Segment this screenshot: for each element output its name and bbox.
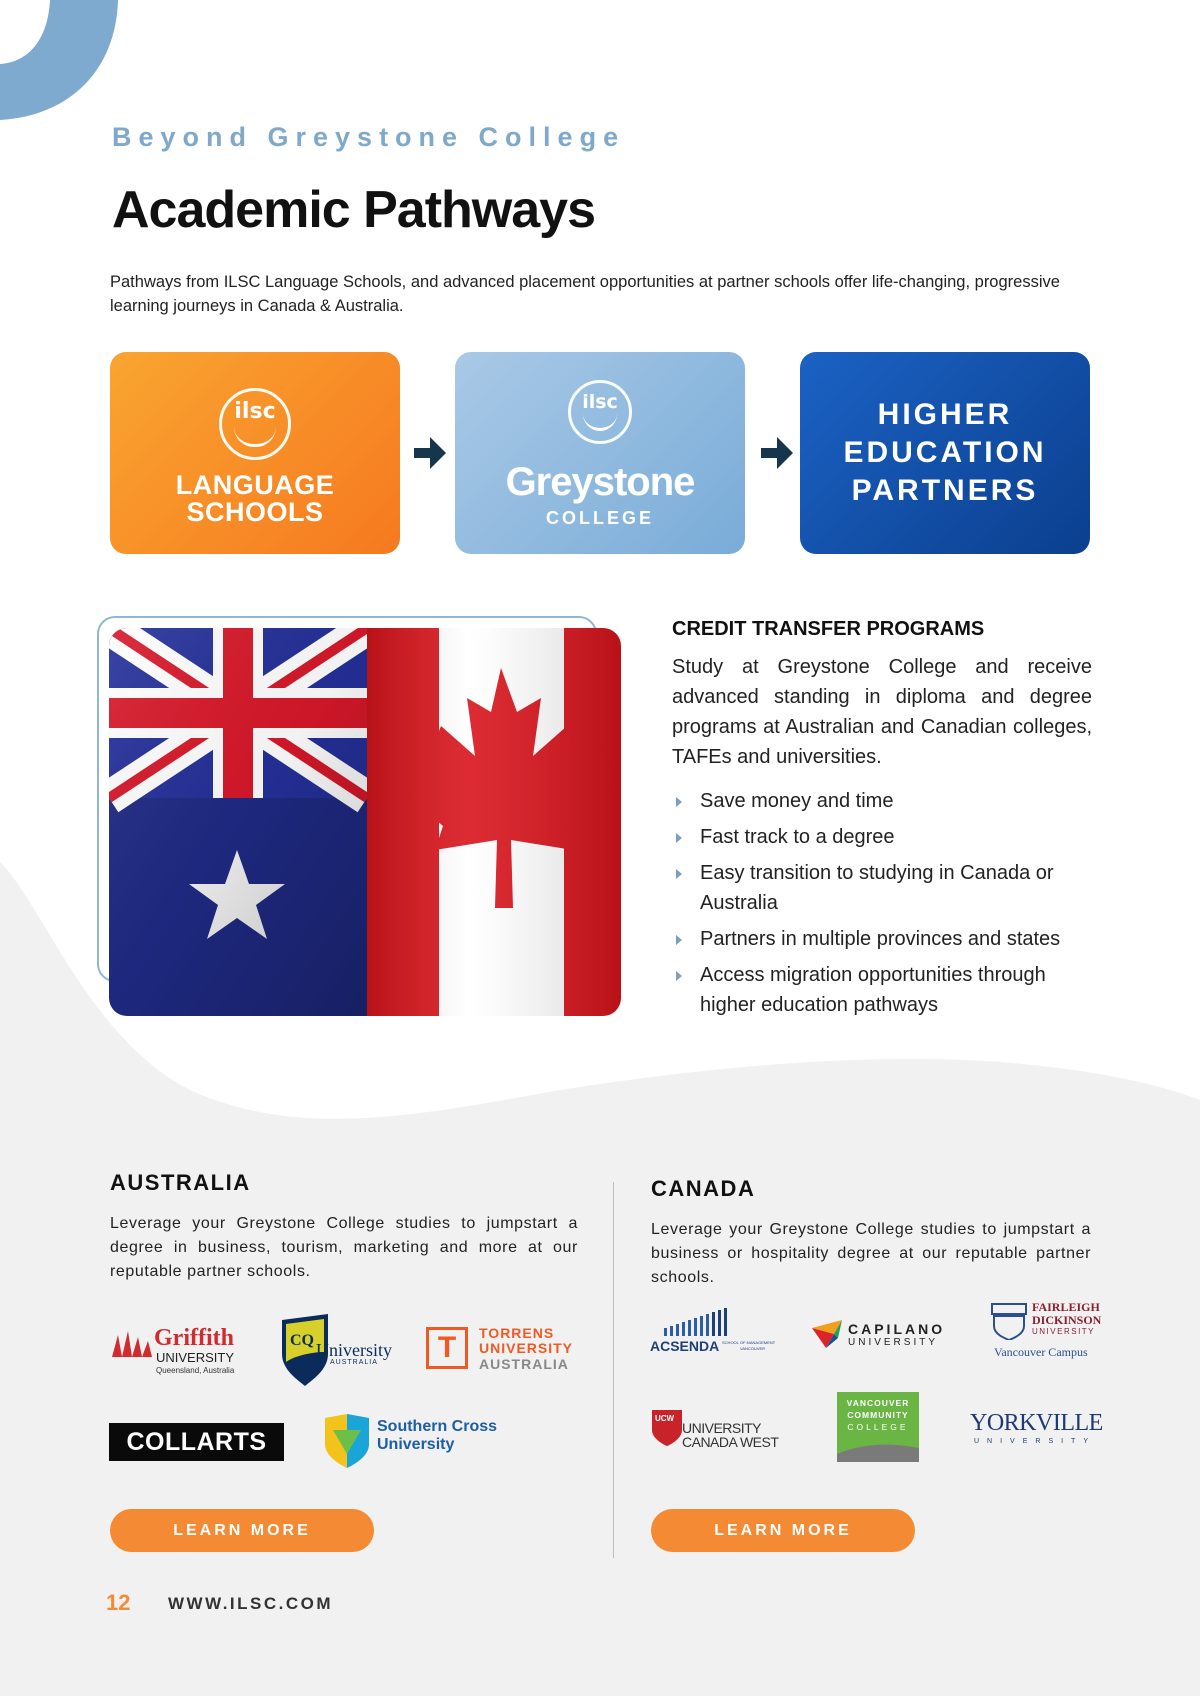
bullet-triangle-icon — [676, 935, 682, 945]
ilsc-logo-icon: ilsc — [568, 380, 632, 444]
bullet-triangle-icon — [676, 833, 682, 843]
credit-transfer-heading: CREDIT TRANSFER PROGRAMS — [672, 618, 985, 640]
list-item: Access migration opportunities through higher education pathways — [672, 960, 1102, 1020]
capilano-university-logo: CAPILANO UNIVERSITY — [812, 1318, 952, 1352]
arrow-right-icon — [410, 433, 450, 473]
southern-cross-university-logo: Southern Cross University — [325, 1414, 525, 1470]
list-item: Easy transition to studying in Canada or Australia — [672, 858, 1102, 918]
bullet-triangle-icon — [676, 797, 682, 807]
arrow-right-icon — [757, 433, 797, 473]
benefits-list — [672, 786, 1102, 1026]
list-item: Fast track to a degree — [672, 822, 1102, 852]
vancouver-community-college-logo: VANCOUVER COMMUNITY COLLEGE — [837, 1392, 919, 1462]
website-link[interactable]: WWW.ILSC.COM — [168, 1594, 334, 1613]
language-schools-label: LANGUAGE SCHOOLS — [175, 470, 335, 527]
collarts-logo: COLLARTS — [109, 1423, 284, 1461]
higher-education-label: HIGHER EDUCATION PARTNERS — [843, 398, 1047, 507]
column-divider — [613, 1182, 614, 1558]
credit-transfer-body: Study at Greystone College and receive advanced standing in diploma and degree programs at Australian and Canadian colleges, TAFEs and universities. — [672, 656, 1092, 768]
page-title: Academic Pathways — [112, 181, 596, 239]
list-item: Save money and time — [672, 786, 1102, 816]
bullet-triangle-icon — [676, 971, 682, 981]
capilano-bird-icon — [812, 1320, 842, 1348]
greystone-college-card — [455, 352, 745, 554]
cq-university-logo: CQ University AUSTRALIA — [282, 1314, 402, 1386]
acsenda-bars-icon — [664, 1308, 736, 1336]
australia-heading: AUSTRALIA — [110, 1170, 251, 1195]
eyebrow-text: Beyond Greystone College — [112, 122, 626, 152]
australia-learn-more-button[interactable]: LEARN MORE — [110, 1509, 374, 1552]
torrens-university-logo: T TORRENS UNIVERSITY AUSTRALIA — [426, 1325, 586, 1373]
college-label: COLLEGE — [545, 508, 654, 528]
canada-heading: CANADA — [651, 1176, 756, 1201]
greystone-label: Greystone — [505, 460, 695, 504]
fairleigh-dickinson-logo: FAIRLEIGH DICKINSON UNIVERSITY Vancouver Campus — [990, 1300, 1110, 1362]
acsenda-logo: ACSENDA SCHOOL OF MANAGEMENT VANCOUVER — [650, 1308, 786, 1358]
yorkville-university-logo: YORKVILLE UNIVERSITY — [970, 1410, 1103, 1445]
griffith-university-logo: Griffith UNIVERSITY Queensland, Australia — [110, 1325, 250, 1377]
australia-body: Leverage your Greystone College studies to jumpstart a degree in business, tourism, marketing and more at our reputable partner schools. — [110, 1215, 578, 1280]
list-item: Partners in multiple provinces and states — [672, 924, 1102, 954]
fdu-crest-icon — [990, 1302, 1028, 1340]
southern-cross-shield-icon — [325, 1414, 369, 1468]
intro-paragraph: Pathways from ILSC Language Schools, and advanced placement opportunities at partner schools offer life-changing, progressive learning journeys in Canada & Australia. — [110, 273, 1060, 315]
canada-learn-more-button[interactable]: LEARN MORE — [651, 1509, 915, 1552]
canada-body: Leverage your Greystone College studies to jumpstart a business or hospitality degree at our reputable partner schools. — [651, 1221, 1091, 1286]
ilsc-logo-icon: ilsc — [219, 388, 291, 460]
page-number: 12 — [106, 1590, 131, 1615]
higher-education-card — [800, 352, 1090, 554]
vcc-road-icon — [837, 1436, 919, 1462]
griffith-flame-icon — [110, 1329, 154, 1359]
language-schools-card — [110, 352, 400, 554]
torrens-t-icon: T — [426, 1327, 468, 1369]
bullet-triangle-icon — [676, 869, 682, 879]
australia-canada-flag-image — [109, 628, 621, 1016]
university-canada-west-logo: UCW UNIVERSITY CANADA WEST — [652, 1410, 792, 1450]
